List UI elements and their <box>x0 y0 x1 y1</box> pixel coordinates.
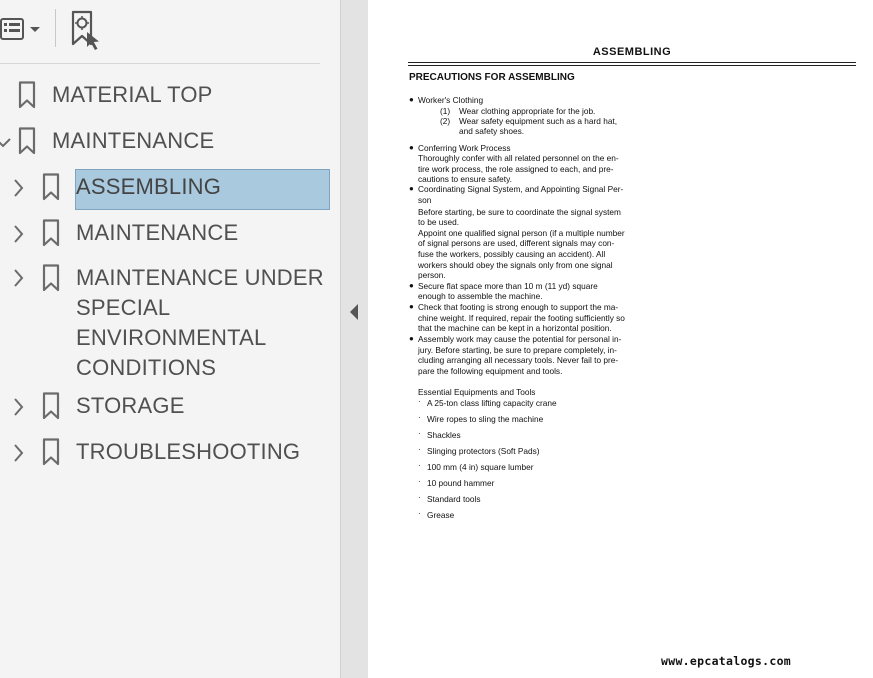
list-item: A 25-ton class lifting capacity crane <box>427 398 557 408</box>
bookmarks-toolbar <box>0 0 340 62</box>
list-item: 10 pound hammer <box>427 478 495 488</box>
chevron-right-icon[interactable] <box>10 178 28 198</box>
bookmark-options-button[interactable] <box>0 14 44 46</box>
equipment-heading: Essential Equipments and Tools <box>418 387 536 397</box>
list-item: Shackles <box>427 430 461 440</box>
paragraph-line: workers should obey the signals only from one signal <box>418 260 613 270</box>
list-item: Grease <box>427 510 455 520</box>
paragraph-line: chine weight. If required, repair the footing sufficiently so <box>418 313 625 323</box>
bullet-mark: ● <box>409 334 414 343</box>
bookmark-maintenance-sub[interactable] <box>0 212 340 258</box>
paragraph-line: and safety shoes. <box>459 126 525 136</box>
document-page <box>368 0 873 678</box>
toolbar-divider <box>0 63 320 64</box>
bookmark-icon <box>18 81 36 109</box>
bookmark-maintenance-special-conditions[interactable] <box>0 258 340 384</box>
bookmark-label[interactable]: TROUBLESHOOTING <box>76 439 301 464</box>
paragraph-line: Check that footing is strong enough to support the ma- <box>418 302 619 312</box>
list-dot: · <box>418 445 421 454</box>
list-dot: · <box>418 461 421 470</box>
bookmark-icon <box>42 173 60 201</box>
chevron-right-icon[interactable] <box>10 397 28 417</box>
list-item: Standard tools <box>427 494 481 504</box>
paragraph-line: cluding arranging all necessary tools. Never fail to pre- <box>418 355 619 365</box>
bookmark-search-icon <box>68 10 106 50</box>
list-dot: · <box>418 477 421 486</box>
bookmark-label[interactable]: STORAGE <box>76 393 185 418</box>
title-rule <box>408 65 856 66</box>
paragraph-line: enough to assemble the machine. <box>418 291 543 301</box>
bullet-mark: ● <box>409 184 414 193</box>
bookmark-label[interactable]: MAINTENANCE UNDER SPECIAL ENVIRONMENTAL CONDITIONS <box>76 265 324 380</box>
chevron-right-icon[interactable] <box>10 268 28 288</box>
paragraph-line: Secure flat space more than 10 m (11 yd) square <box>418 281 598 291</box>
list-dot: · <box>418 397 421 406</box>
paragraph-line: Thoroughly confer with all related personnel on the en- <box>418 153 619 163</box>
bookmark-label[interactable]: MAINTENANCE <box>52 128 215 153</box>
list-number: (1) <box>440 106 451 116</box>
watermark-url: www.epcatalogs.com <box>661 654 792 668</box>
paragraph-line: jury. Before starting, be sure to prepare completely, in- <box>418 345 617 355</box>
list-options-icon <box>0 14 44 46</box>
list-item: Wire ropes to sling the machine <box>427 414 544 424</box>
chevron-right-icon[interactable] <box>10 443 28 463</box>
paragraph-line: person. <box>418 270 446 280</box>
bookmark-maintenance[interactable] <box>0 120 340 166</box>
bookmark-label[interactable]: MAINTENANCE <box>76 220 239 245</box>
bookmarks-panel <box>0 0 340 678</box>
list-dot: · <box>418 509 421 518</box>
list-item: 100 mm (4 in) square lumber <box>427 462 534 472</box>
chevron-right-icon[interactable] <box>10 224 28 244</box>
toolbar-separator <box>55 9 56 47</box>
list-number: (2) <box>440 116 451 126</box>
section-heading: PRECAUTIONS FOR ASSEMBLING <box>409 72 575 83</box>
bookmark-icon <box>18 127 36 155</box>
bookmark-icon <box>42 438 60 466</box>
bookmark-material-top[interactable] <box>0 74 340 120</box>
paragraph-line: Conferring Work Process <box>418 143 511 153</box>
list-item: Slinging protectors (Soft Pads) <box>427 446 540 456</box>
bookmark-assembling[interactable] <box>0 166 340 212</box>
paragraph-line: to be used. <box>418 217 460 227</box>
paragraph-line: of signal persons are used, different signals may con- <box>418 238 615 248</box>
paragraph-line: fuse the workers, possibly causing an accident). All <box>418 249 606 259</box>
paragraph-line: Coordinating Signal System, and Appointing Signal Per- <box>418 184 624 194</box>
bullet-mark: ● <box>409 302 414 311</box>
paragraph-line: Assembly work may cause the potential for personal in- <box>418 334 622 344</box>
paragraph-line: son <box>418 195 432 205</box>
collapse-panel-arrow-icon[interactable] <box>348 303 360 321</box>
find-bookmark-button[interactable] <box>68 10 106 50</box>
bullet-mark: ● <box>409 281 414 290</box>
panel-splitter[interactable] <box>340 0 368 678</box>
paragraph-line: pare the following equipment and tools. <box>418 366 563 376</box>
page-title: ASSEMBLING <box>592 46 672 58</box>
paragraph-line: that the machine can be kept in a horizontal position. <box>418 323 612 333</box>
paragraph-line: cautions to ensure safety. <box>418 174 512 184</box>
paragraph-line: Before starting, be sure to coordinate the signal system <box>418 207 621 217</box>
list-dot: · <box>418 429 421 438</box>
bookmark-troubleshooting[interactable] <box>0 431 340 477</box>
paragraph-line: Appoint one qualified signal person (if a multiple number <box>418 228 625 238</box>
bookmark-storage[interactable] <box>0 385 340 431</box>
paragraph-line: Worker's Clothing <box>418 95 484 105</box>
chevron-down-icon[interactable] <box>0 133 12 153</box>
list-dot: · <box>418 413 421 422</box>
bookmark-label[interactable]: ASSEMBLING <box>76 174 222 199</box>
paragraph-line: Wear safety equipment such as a hard hat, <box>459 116 618 126</box>
bookmark-label[interactable]: MATERIAL TOP <box>52 82 213 107</box>
paragraph-line: Wear clothing appropriate for the job. <box>459 106 596 116</box>
bookmark-icon <box>42 219 60 247</box>
title-rule <box>408 62 856 63</box>
bullet-mark: ● <box>409 95 414 104</box>
bookmark-icon <box>42 392 60 420</box>
bookmark-icon <box>42 264 60 292</box>
paragraph-line: tire work process, the role assigned to each, and pre- <box>418 164 614 174</box>
list-dot: · <box>418 493 421 502</box>
bullet-mark: ● <box>409 143 414 152</box>
